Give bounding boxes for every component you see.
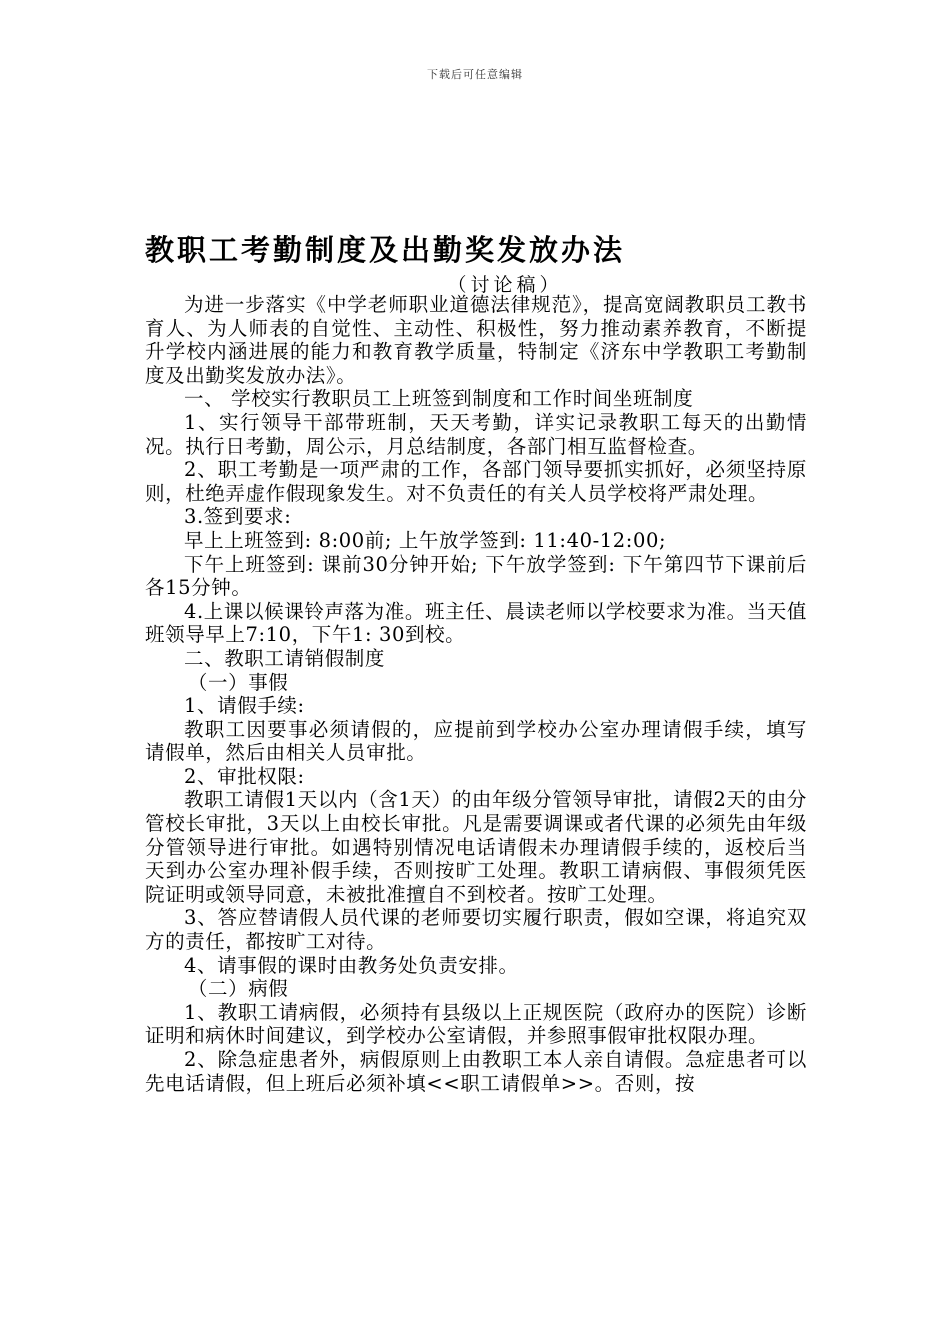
paragraph-item: 4、请事假的课时由教务处负责安排。 xyxy=(184,953,519,977)
section-heading-1: 一、 学校实行教职员工上班签到制度和工作时间坐班制度 xyxy=(184,387,694,411)
paragraph-item: 2、职工考勤是一项严肃的工作，各部门领导要抓实抓好，必须坚持原则，杜绝弄虚作假现象发生。对不负责任的有关人员学校将严肃处理。 xyxy=(145,458,807,505)
document-body xyxy=(145,293,807,1095)
paragraph-item: 早上上班签到: 8:00前; 上午放学签到: 11:40-12:00; xyxy=(184,528,667,552)
paragraph-item: 3、答应替请假人员代课的老师要切实履行职责，假如空课，将追究双方的责任，都按旷工对待。 xyxy=(145,906,807,954)
paragraph-item: 2、审批权限: xyxy=(184,764,305,788)
subsection-heading: （一）事假 xyxy=(187,670,289,694)
paragraph-item: 1、教职工请病假，必须持有县级以上正规医院（政府办的医院）诊断证明和病休时间建议，到学校办公室请假，并参照事假审批权限办理。 xyxy=(145,1000,807,1048)
paragraph-item: 1、请假手续: xyxy=(184,694,305,718)
subsection-heading: （二）病假 xyxy=(187,977,289,1001)
header-note: 下载后可任意编辑 xyxy=(427,68,523,81)
paragraph-item: 教职工请假1天以内（含1天）的由年级分管领导审批，请假2天的由分管校长审批，3天以上由校长审批。凡是需要调课或者代课的必须先由年级分管领导进行审批。如遇特别情况电话请假未办理请假手续的，返校后当天到办公室办理补假手续，否则按旷工处理。教职工请病假、事假须凭医院证明或领导同意，未被批准擅自不到校者。按旷工处理。 xyxy=(145,788,807,906)
paragraph-item: 3.签到要求: xyxy=(184,505,292,529)
paragraph-item: 2、除急症患者外，病假原则上由教职工本人亲自请假。急症患者可以先电话请假，但上班后必须补填<<职工请假单>>。否则，按 xyxy=(145,1048,807,1095)
section-heading-2: 二、教职工请销假制度 xyxy=(184,646,386,670)
document-title: 教职工考勤制度及出勤奖发放办法 xyxy=(145,233,626,267)
paragraph-item: 下午上班签到: 课前30分钟开始; 下午放学签到: 下午第四节下课前后各15分钟。 xyxy=(145,552,807,600)
document-subtitle: （讨论稿） xyxy=(447,274,563,296)
paragraph-item: 教职工因要事必须请假的，应提前到学校办公室办理请假手续，填写请假单，然后由相关人员审批。 xyxy=(145,717,807,765)
paragraph-item: 1、实行领导干部带班制，天天考勤，详实记录教职工每天的出勤情况。执行日考勤，周公示，月总结制度，各部门相互监督检查。 xyxy=(145,410,807,458)
paragraph-intro: 为进一步落实《中学老师职业道德法律规范》，提高宽阔教职员工教书育人、为人师表的自觉性、主动性、积极性，努力推动素养教育，不断提升学校内涵进展的能力和教育教学质量，特制定《济东中学教职工考勤制度及出勤奖发放办法》。 xyxy=(145,293,807,387)
paragraph-item: 4.上课以候课铃声落为准。班主任、晨读老师以学校要求为准。当天值班领导早上7:10，下午1: 30到校。 xyxy=(145,599,807,647)
